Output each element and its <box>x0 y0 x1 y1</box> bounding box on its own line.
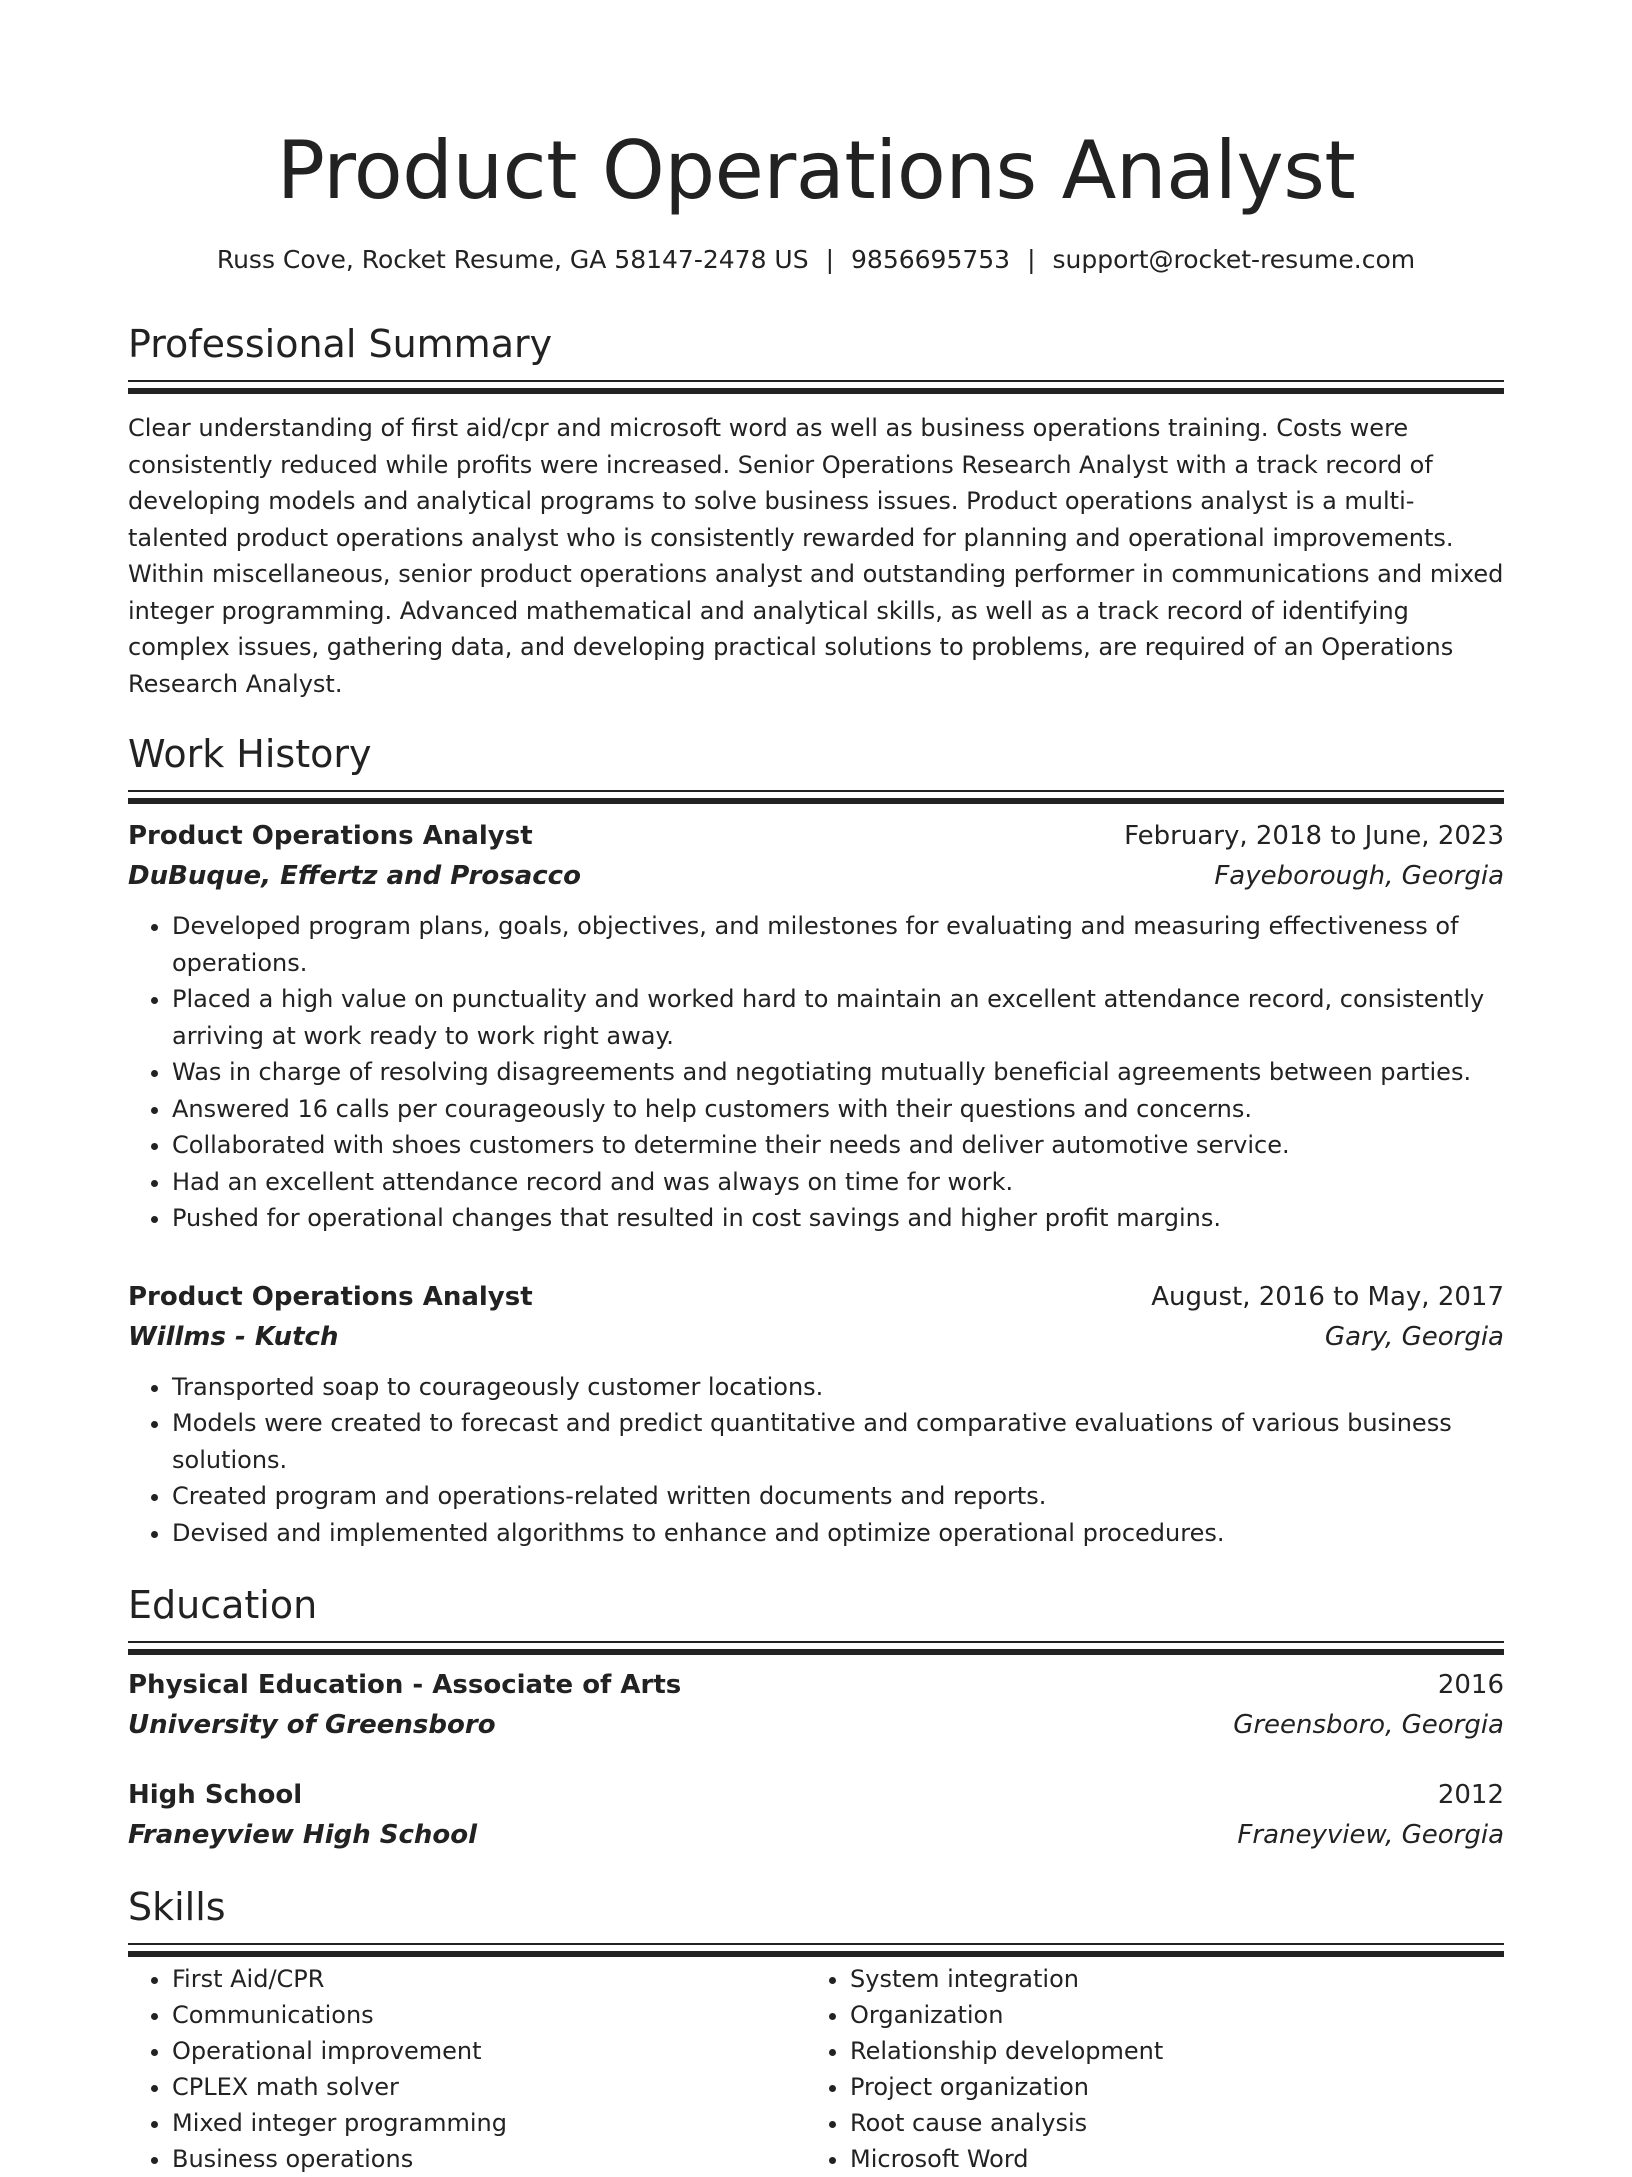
section-divider <box>128 380 1504 382</box>
education-location: Franeyview, Georgia <box>1237 1820 1504 1850</box>
section-divider <box>128 1641 1504 1643</box>
section-divider <box>128 790 1504 792</box>
education-degree: High School <box>128 1780 303 1810</box>
job-title: Product Operations Analyst <box>128 1281 533 1312</box>
resume-page <box>128 112 1504 2177</box>
skill-item: • Mixed integer programming <box>172 2105 806 2141</box>
job-dates: August, 2016 to May, 2017 <box>1151 1281 1504 1312</box>
section-heading-education: Education <box>128 1583 318 1627</box>
job-location: Gary, Georgia <box>1324 1321 1504 1352</box>
job-company: Willms - Kutch <box>128 1321 339 1352</box>
section-heading-skills: Skills <box>128 1885 226 1929</box>
job-title: Product Operations Analyst <box>128 821 533 851</box>
job-entry <box>128 816 1504 1237</box>
skills-section <box>128 1883 1504 2177</box>
contact-email: support@rocket-resume.com <box>1052 245 1416 274</box>
skill-item: • Root cause analysis <box>850 2105 1484 2141</box>
job-bullet: • Pushed for operational changes that resulted in cost savings and higher profit margins. <box>172 1200 1504 1237</box>
job-entry <box>128 1277 1504 1552</box>
job-bullet: • Answered 16 calls per courageously to help customers with their questions and concerns. <box>172 1091 1504 1128</box>
skills-list-left <box>128 1961 806 2177</box>
skill-item: • Business operations <box>172 2141 806 2177</box>
skill-item: • Organization <box>850 1997 1484 2033</box>
job-bullet: • Models were created to forecast and predict quantitative and comparative evaluations of various business solutions. <box>172 1405 1504 1478</box>
summary-section <box>128 320 1504 702</box>
skill-item: • Project organization <box>850 2069 1484 2105</box>
contact-line <box>128 244 1504 276</box>
skills-list-right <box>806 1961 1484 2177</box>
education-section <box>128 1581 1504 1855</box>
education-school: University of Greensboro <box>128 1710 496 1740</box>
skill-item: • Operational improvement <box>172 2033 806 2069</box>
job-bullet: • Created program and operations-related written documents and reports. <box>172 1478 1504 1515</box>
skill-item: • Microsoft Word <box>850 2141 1484 2177</box>
section-heading-summary: Professional Summary <box>128 322 553 366</box>
education-entry <box>128 1665 1504 1745</box>
education-entry <box>128 1775 1504 1855</box>
summary-text: Clear understanding of first aid/cpr and microsoft word as well as business operations training. Costs were consistently reduced while profits were increased. Senior Operations Research Analyst with a track record of developing models and analytical programs to solve business issues. Product operations analyst is a multi-talented product operations analyst who is consistently rewarded for planning and operational improvements. Within miscellaneous, senior product operations analyst and outstanding performer in communications and mixed integer programming. Advanced mathematical and analytical skills, as well as a track record of identifying complex issues, gathering data, and developing practical solutions to problems, are required of an Operations Research Analyst. <box>128 414 1504 698</box>
job-dates: February, 2018 to June, 2023 <box>1124 821 1504 851</box>
job-company: DuBuque, Effertz and Prosacco <box>128 861 581 891</box>
skill-item: • First Aid/CPR <box>172 1961 806 1997</box>
education-year: 2012 <box>1437 1780 1504 1810</box>
job-bullets <box>128 1369 1504 1552</box>
contact-separator: | <box>825 245 835 274</box>
contact-separator: | <box>1027 245 1036 274</box>
education-year: 2016 <box>1437 1670 1504 1700</box>
job-location: Fayeborough, Georgia <box>1214 861 1504 891</box>
job-bullet: • Developed program plans, goals, objectives, and milestones for evaluating and measuring effectiveness of operations. <box>172 908 1504 981</box>
skills-columns <box>128 1961 1504 2177</box>
education-degree: Physical Education - Associate of Arts <box>128 1670 682 1700</box>
contact-address: Russ Cove, Rocket Resume, GA 58147-2478 US <box>216 245 809 274</box>
education-school: Franeyview High School <box>128 1820 478 1850</box>
skill-item: • System integration <box>850 1961 1484 1997</box>
job-bullet: • Was in charge of resolving disagreements and negotiating mutually beneficial agreements between parties. <box>172 1054 1504 1091</box>
resume-name: Product Operations Analyst <box>276 124 1356 217</box>
work-history-section <box>128 730 1504 1551</box>
job-bullet: • Devised and implemented algorithms to enhance and optimize operational procedures. <box>172 1515 1504 1552</box>
section-heading-work: Work History <box>128 732 372 776</box>
education-location: Greensboro, Georgia <box>1233 1710 1504 1740</box>
job-bullet: • Collaborated with shoes customers to determine their needs and deliver automotive service. <box>172 1127 1504 1164</box>
job-bullet: • Placed a high value on punctuality and worked hard to maintain an excellent attendance record, consistently arriving at work ready to work right away. <box>172 981 1504 1054</box>
skill-item: • Relationship development <box>850 2033 1484 2069</box>
section-divider <box>128 1943 1504 1945</box>
job-bullet: • Transported soap to courageously customer locations. <box>172 1369 1504 1406</box>
skill-item: • Communications <box>172 1997 806 2033</box>
contact-phone: 9856695753 <box>851 245 1011 274</box>
skill-item: • CPLEX math solver <box>172 2069 806 2105</box>
job-bullet: • Had an excellent attendance record and was always on time for work. <box>172 1164 1504 1201</box>
job-bullets <box>128 908 1504 1237</box>
